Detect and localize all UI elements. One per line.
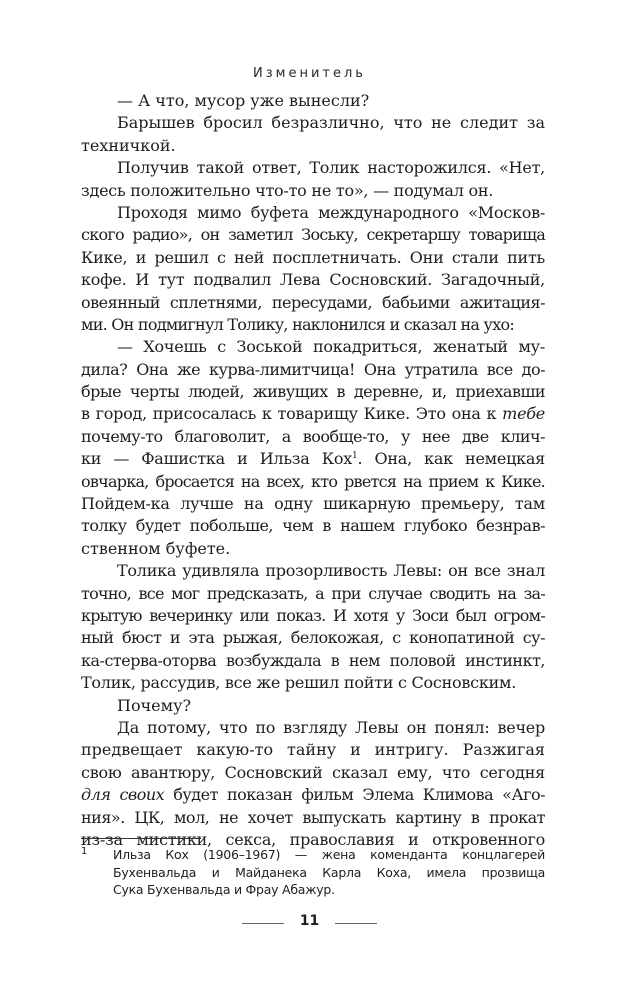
text-line: Барышев бросил безразлично, что не следит за: [117, 113, 545, 133]
page-number: 11: [299, 913, 320, 929]
text-line: ка-стерва-оторва возбуждала в нем половой инстинкт,: [81, 650, 545, 670]
text-line: здесь положительно что-то не то», — подумал он.: [81, 180, 494, 200]
text-line: Почему?: [117, 695, 192, 715]
running-head: Изменитель: [253, 66, 366, 81]
text-line: овчарка, бросается на всех, кто рвется на прием к Кике.: [81, 471, 545, 491]
text-line: ния». ЦК, мол, не хочет выпускать картину в прокат: [81, 807, 545, 827]
text-line: почему-то благоволит, а вообще-то, у нее две клич-: [81, 426, 545, 446]
text-line: крытую вечеринку или показ. И хотя у Зоси был огром-: [81, 605, 545, 625]
text-line: Толика удивляла прозорливость Левы: он все знал: [117, 561, 545, 581]
text-line: Пойдем-ка лучше на одну шикарную премьеру, там: [81, 494, 545, 514]
text-line: — А что, мусор уже вынесли?: [117, 91, 370, 110]
text-line: кофе. И тут подвалил Лева Сосновский. Загадочный,: [81, 270, 545, 290]
footnote: [81, 846, 545, 899]
text-line: дила? Она же курва-лимитчица! Она утратила все до-: [81, 359, 545, 379]
text-line: точно, все мог предсказать, а при случае сводить на за-: [81, 583, 545, 603]
text-line: Кике, и решил с ней посплетничать. Они стали пить: [81, 247, 545, 267]
text-line: для своих будет показан фильм Элема Климова «Аго-: [81, 785, 545, 805]
text-line: ственном буфете.: [81, 538, 231, 558]
footnote-divider: [81, 838, 201, 839]
emphasis-text: тебе: [502, 404, 546, 424]
footnote-line: Сука Бухенвальда и Фрау Абажур.: [113, 882, 335, 897]
footnote-line: Ильза Кох (1906–1967) — жена коменданта концлагерей: [113, 847, 545, 862]
text-line: ского радио», он заметил Зоську, секретаршу товарища: [81, 225, 545, 245]
page-number-rule-left: [242, 923, 284, 924]
text-line: Проходя мимо буфета международного «Москов-: [117, 202, 545, 222]
text-line: ми. Он подмигнул Толику, наклонился и сказал на ухо:: [81, 314, 514, 334]
page-footer: [0, 913, 619, 933]
text-line: свою авантюру, Сосновский сказал ему, что сегодня: [81, 762, 545, 782]
text-line: ный бюст и эта рыжая, белокожая, с конопатиной су-: [81, 628, 545, 648]
page-number-rule-right: [335, 923, 377, 924]
text-line: Да потому, что по взгляду Левы он понял: вечер: [117, 717, 545, 737]
text-line: — Хочешь с Зоськой покадриться, женатый му-: [117, 337, 545, 357]
text-line: овеянный сплетнями, пересудами, бабьими ажитация-: [81, 292, 545, 312]
body-text: [81, 90, 545, 851]
text-line: в город, присосалась к товарищу Кике. Это она к тебе: [81, 404, 546, 424]
footnote-marker: 1: [81, 846, 88, 857]
emphasis-text: для своих: [81, 785, 165, 805]
text-line: толку будет побольше, чем в нашем глубоко безнрав-: [81, 516, 545, 536]
text-line: техничкой.: [81, 135, 176, 155]
footnote-ref[interactable]: 1: [352, 451, 358, 462]
text-line: Получив такой ответ, Толик насторожился. «Нет,: [117, 158, 545, 178]
text-line: Толик, рассудив, все же решил пойти с Сосновским.: [81, 673, 517, 693]
footnote-line: Бухенвальда и Майданека Карла Коха, имела прозвища: [113, 864, 545, 880]
text-line: брые черты людей, живущих в деревне, и, приехавши: [81, 382, 545, 402]
text-line: из-за мистики, секса, православия и откровенного: [81, 829, 545, 849]
text-line: предвещает какую-то тайну и интригу. Разжигая: [81, 740, 545, 760]
text-line: ки — Фашистка и Ильза Кох$^1$. Она, как немецкая: [81, 449, 545, 469]
